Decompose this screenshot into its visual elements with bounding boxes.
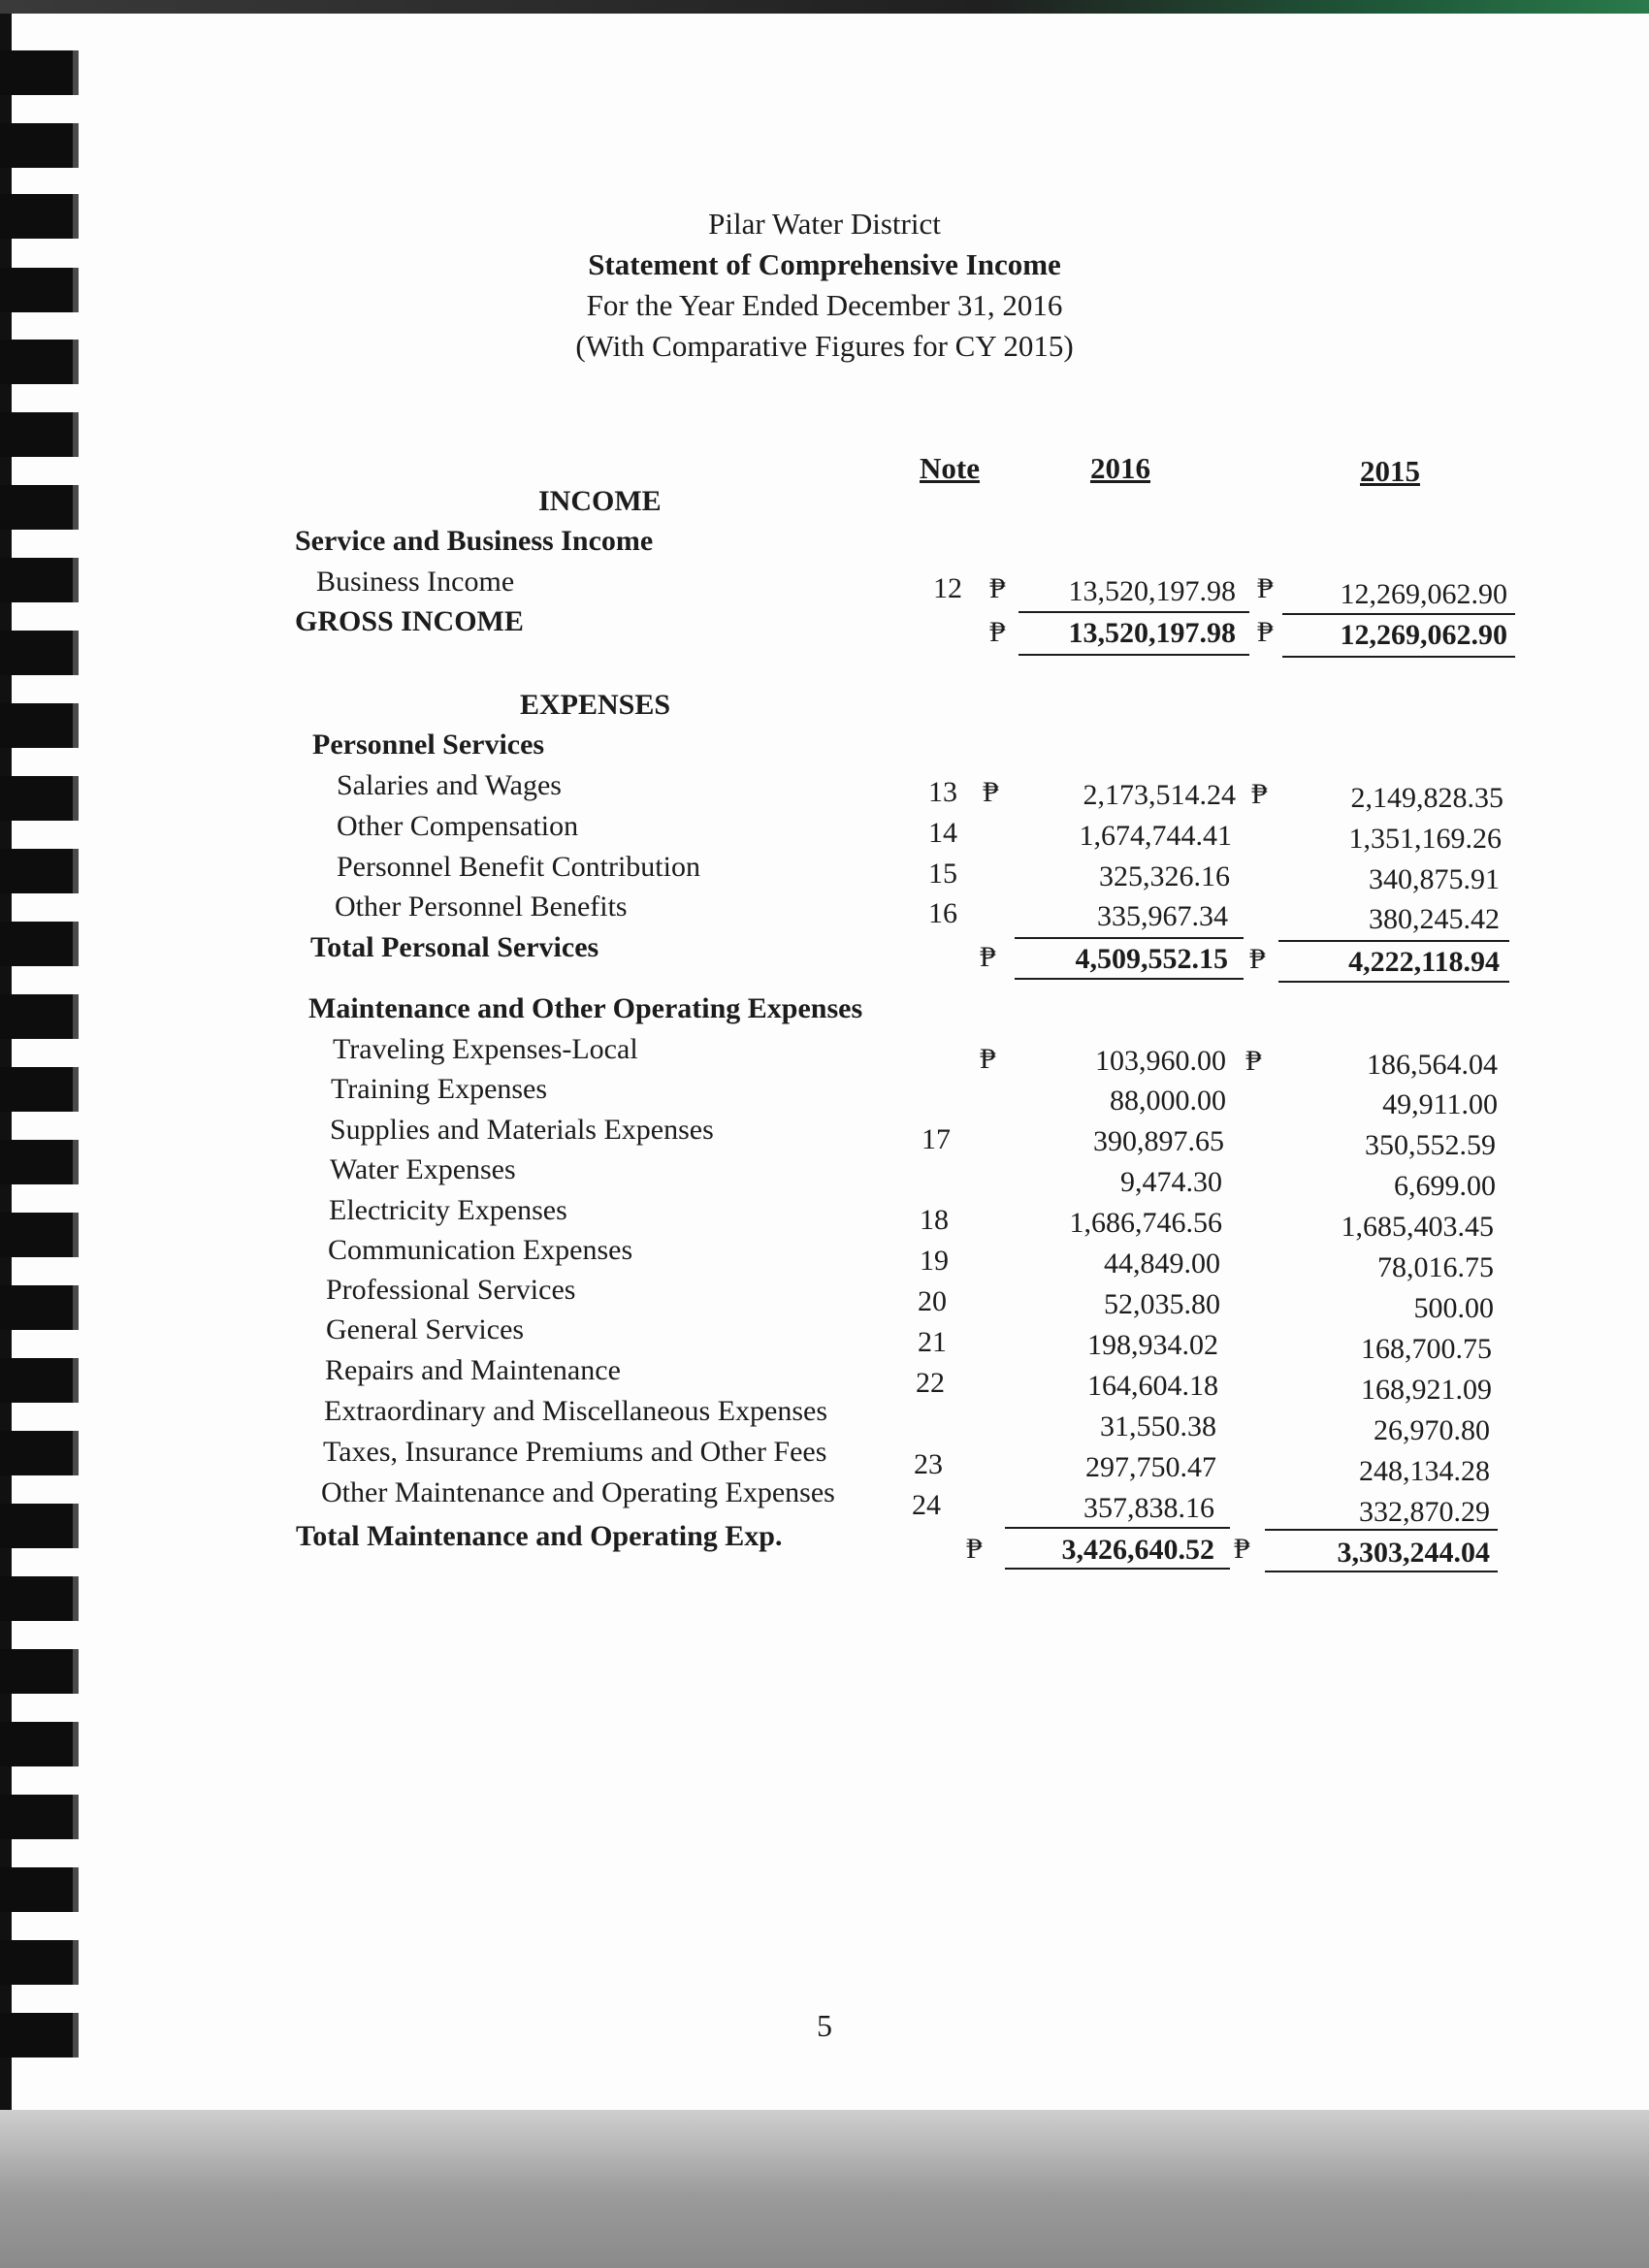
page-number: 5 (817, 2008, 832, 2043)
row-value-2016: 164,604.18 (1087, 1370, 1218, 1402)
row-value-2015: 26,970.80 (1374, 1414, 1490, 1446)
row-value-2015: 6,699.00 (1394, 1170, 1496, 1202)
row-value-2016: 52,035.80 (1104, 1288, 1220, 1320)
row-value-2015: 12,269,062.90 (1340, 578, 1507, 610)
row-note: 16 (928, 897, 957, 929)
row-note: 17 (922, 1123, 951, 1155)
row-label: Training Expenses (331, 1073, 548, 1105)
row-label: Taxes, Insurance Premiums and Other Fees (323, 1436, 827, 1468)
row-value-2016: 9,474.30 (1120, 1166, 1222, 1198)
row-value-2015: 2,149,828.35 (1350, 782, 1504, 814)
row-label: Salaries and Wages (337, 769, 562, 801)
row-value-2016: 335,967.34 (1097, 900, 1228, 932)
mooe-total-2015: 3,303,244.04 (1337, 1537, 1490, 1569)
row-value-2016: 390,897.65 (1093, 1125, 1224, 1157)
row-value-2016: 88,000.00 (1110, 1085, 1226, 1117)
row-note: 18 (920, 1204, 949, 1236)
row-note: 24 (912, 1489, 941, 1521)
peso-sign: ₱ (980, 1043, 996, 1075)
row-label: Other Personnel Benefits (335, 891, 628, 923)
row-note: 23 (914, 1448, 943, 1480)
peso-sign: ₱ (1257, 572, 1274, 604)
income-heading: INCOME (538, 485, 662, 517)
row-label: Communication Expenses (328, 1234, 633, 1266)
mooe-total-label: Total Maintenance and Operating Exp. (296, 1520, 783, 1552)
row-value-2016: 44,849.00 (1104, 1247, 1220, 1280)
peso-sign: ₱ (989, 616, 1006, 648)
row-label: Supplies and Materials Expenses (330, 1114, 714, 1146)
row-note: 20 (918, 1285, 947, 1317)
row-value-2015: 1,685,403.45 (1341, 1211, 1494, 1243)
statement-period: For the Year Ended December 31, 2016 (586, 288, 1063, 322)
statement-comparative: (With Comparative Figures for CY 2015) (575, 329, 1074, 363)
statement-title: Statement of Comprehensive Income (588, 247, 1061, 281)
row-label: Other Maintenance and Operating Expenses (321, 1476, 835, 1508)
personnel-total-label: Total Personal Services (310, 931, 599, 963)
peso-sign: ₱ (966, 1533, 983, 1565)
row-label: Water Expenses (330, 1153, 516, 1185)
row-label: Electricity Expenses (329, 1194, 567, 1226)
row-value-2016: 103,960.00 (1095, 1045, 1226, 1077)
row-value-2016: 297,750.47 (1085, 1451, 1216, 1483)
row-note: 21 (918, 1326, 947, 1358)
row-label: Business Income (316, 566, 515, 598)
row-label: Personnel Benefit Contribution (337, 851, 700, 883)
entity-name: Pilar Water District (708, 207, 941, 241)
peso-sign: ₱ (1257, 616, 1274, 648)
row-value-2015: 500.00 (1413, 1292, 1494, 1324)
column-header-2016: 2016 (1090, 451, 1150, 485)
subtotal-rule (1015, 937, 1244, 939)
row-value-2015: 380,245.42 (1369, 903, 1500, 935)
total-rule (1282, 656, 1515, 658)
total-rule (1265, 1571, 1498, 1572)
total-rule (1005, 1568, 1230, 1570)
row-value-2015: 168,921.09 (1361, 1374, 1492, 1406)
row-value-2016: 357,838.16 (1083, 1492, 1214, 1524)
row-value-2015: 168,700.75 (1361, 1333, 1492, 1365)
row-value-2015: 1,351,169.26 (1348, 823, 1502, 855)
personnel-total-2015: 4,222,118.94 (1348, 946, 1500, 978)
row-label: Traveling Expenses-Local (333, 1033, 638, 1065)
row-label: Extraordinary and Miscellaneous Expenses (324, 1395, 828, 1427)
row-label: Professional Services (326, 1274, 576, 1306)
column-header-note: Note (920, 451, 980, 485)
subtotal-rule (1265, 1529, 1498, 1531)
column-header-2015: 2015 (1360, 454, 1420, 488)
row-value-2016: 1,686,746.56 (1069, 1207, 1222, 1239)
peso-sign: ₱ (1245, 1045, 1262, 1077)
row-value-2015: 78,016.75 (1377, 1251, 1494, 1283)
total-rule (1015, 978, 1244, 980)
row-note: 15 (928, 858, 957, 890)
personnel-heading: Personnel Services (312, 729, 545, 761)
row-value-2016: 198,934.02 (1087, 1329, 1218, 1361)
income-subheading: Service and Business Income (295, 525, 654, 557)
row-value-2016: 13,520,197.98 (1068, 575, 1236, 607)
peso-sign: ₱ (1251, 778, 1268, 810)
peso-sign: ₱ (989, 572, 1006, 604)
row-note: 19 (920, 1245, 949, 1277)
gross-income-2016: 13,520,197.98 (1068, 617, 1236, 649)
row-value-2016: 31,550.38 (1100, 1410, 1216, 1442)
peso-sign: ₱ (1249, 943, 1266, 975)
row-value-2015: 186,564.04 (1367, 1049, 1498, 1081)
subtotal-rule (1282, 613, 1515, 615)
row-value-2015: 350,552.59 (1365, 1129, 1496, 1161)
mooe-total-2016: 3,426,640.52 (1061, 1534, 1214, 1566)
mooe-heading: Maintenance and Other Operating Expenses (308, 992, 863, 1024)
row-value-2015: 340,875.91 (1369, 863, 1500, 895)
gross-income-2015: 12,269,062.90 (1340, 619, 1507, 651)
row-label: Repairs and Maintenance (325, 1354, 621, 1386)
row-note: 22 (916, 1367, 945, 1399)
peso-sign: ₱ (983, 776, 999, 808)
peso-sign: ₱ (1234, 1533, 1250, 1565)
subtotal-rule (1018, 611, 1249, 613)
row-value-2016: 2,173,514.24 (1083, 779, 1236, 811)
row-note: 13 (928, 776, 957, 808)
row-note: 12 (933, 572, 962, 604)
row-value-2016: 1,674,744.41 (1079, 820, 1232, 852)
row-value-2015: 248,134.28 (1359, 1455, 1490, 1487)
gross-income-label: GROSS INCOME (295, 605, 524, 637)
row-value-2016: 325,326.16 (1099, 860, 1230, 892)
total-rule (1018, 654, 1249, 656)
personnel-total-2016: 4,509,552.15 (1075, 943, 1228, 975)
row-label: General Services (326, 1313, 525, 1345)
expenses-heading: EXPENSES (520, 689, 671, 721)
subtotal-rule (1005, 1527, 1230, 1529)
row-value-2015: 49,911.00 (1382, 1088, 1498, 1120)
row-note: 14 (928, 817, 957, 849)
peso-sign: ₱ (980, 941, 996, 973)
subtotal-rule (1278, 940, 1509, 942)
total-rule (1278, 981, 1509, 983)
row-label: Other Compensation (337, 810, 579, 842)
row-value-2015: 332,870.29 (1359, 1496, 1490, 1528)
